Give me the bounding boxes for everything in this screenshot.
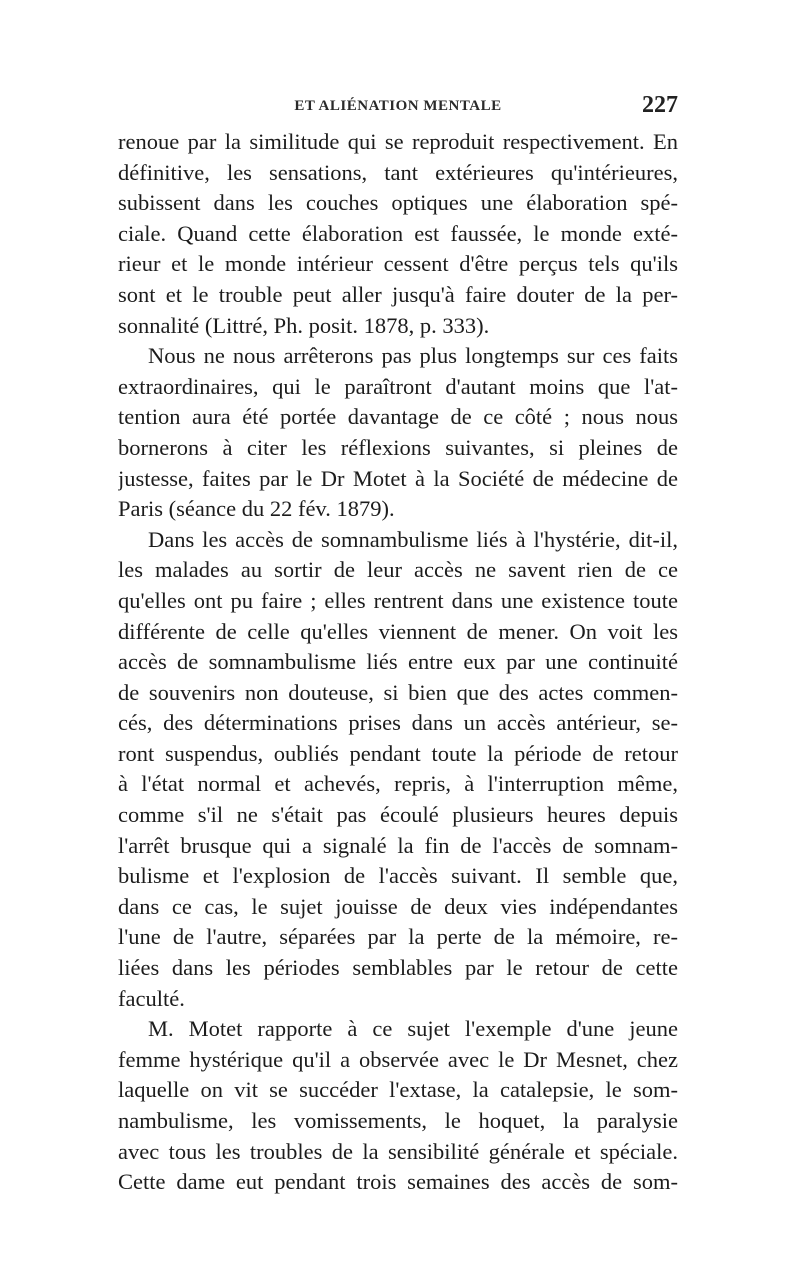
text-line: l'arrêt brusque qui a signalé la fin de l'accès de somnam-	[118, 832, 678, 858]
page-number: 227	[642, 92, 678, 118]
text-line: femme hystérique qu'il a observée avec le Dr Mesnet, chez	[118, 1046, 678, 1072]
text-line: extraordinaires, qui le paraîtront d'autant moins que l'at-	[118, 373, 678, 399]
text-line: qu'elles ont pu faire ; elles rentrent dans une existence toute	[118, 587, 678, 613]
text-line: sont et le trouble peut aller jusqu'à faire douter de la per-	[118, 281, 678, 307]
text-line: à l'état normal et achevés, repris, à l'interruption même,	[118, 771, 678, 797]
body-text	[118, 127, 678, 1198]
text-line: définitive, les sensations, tant extérieures qu'intérieures,	[118, 159, 678, 185]
text-line: ciale. Quand cette élaboration est faussée, le monde exté-	[118, 220, 678, 246]
text-line: M. Motet rapporte à ce sujet l'exemple d'une jeune	[148, 1016, 678, 1042]
text-line: rieur et le monde intérieur cessent d'être perçus tels qu'ils	[118, 251, 678, 277]
text-line: renoue par la similitude qui se reproduit respectivement. En	[118, 129, 678, 154]
text-line: laquelle on vit se succéder l'extase, la catalepsie, le som-	[118, 1077, 678, 1103]
text-line: bornerons à citer les réflexions suivantes, si pleines de	[118, 434, 678, 460]
text-line: subissent dans les couches optiques une élaboration spé-	[118, 190, 678, 216]
text-line: cés, des déterminations prises dans un accès antérieur, se-	[118, 710, 678, 736]
text-line: l'une de l'autre, séparées par la perte de la mémoire, re-	[118, 924, 678, 950]
text-line: faculté.	[118, 985, 185, 1011]
text-line: Cette dame eut pendant trois semaines des accès de som-	[118, 1169, 678, 1195]
text-line: de souvenirs non douteuse, si bien que des actes commen-	[118, 679, 678, 705]
text-line: les malades au sortir de leur accès ne savent rien de ce	[118, 557, 678, 583]
text-line: dans ce cas, le sujet jouisse de deux vies indépendantes	[118, 893, 678, 919]
text-line: différente de celle qu'elles viennent de mener. On voit les	[118, 618, 678, 644]
text-line: nambulisme, les vomissements, le hoquet, la paralysie	[118, 1108, 678, 1133]
text-line: accès de somnambulisme liés entre eux par une continuité	[118, 649, 678, 675]
text-line: tention aura été portée davantage de ce côté ; nous nous	[118, 404, 678, 430]
text-line: ront suspendus, oubliés pendant toute la période de retour	[118, 740, 678, 766]
text-line: avec tous les troubles de la sensibilité générale et spéciale.	[118, 1138, 678, 1164]
text-line: Nous ne nous arrêterons pas plus longtemps sur ces faits	[148, 343, 678, 369]
text-line: sonnalité (Littré, Ph. posit. 1878, p. 333).	[118, 312, 490, 338]
running-header	[118, 92, 678, 122]
text-line: comme s'il ne s'était pas écoulé plusieurs heures depuis	[118, 802, 678, 828]
text-line: Dans les accès de somnambulisme liés à l'hystérie, dit-il,	[148, 526, 678, 552]
running-title: ET ALIÉNATION MENTALE	[294, 98, 502, 114]
text-line: Paris (séance du 22 fév. 1879).	[118, 496, 395, 522]
text-line: justesse, faites par le Dr Motet à la Société de médecine de	[118, 465, 678, 491]
text-line: bulisme et l'explosion de l'accès suivant. Il semble que,	[118, 863, 678, 889]
text-line: liées dans les périodes semblables par le retour de cette	[118, 955, 678, 981]
